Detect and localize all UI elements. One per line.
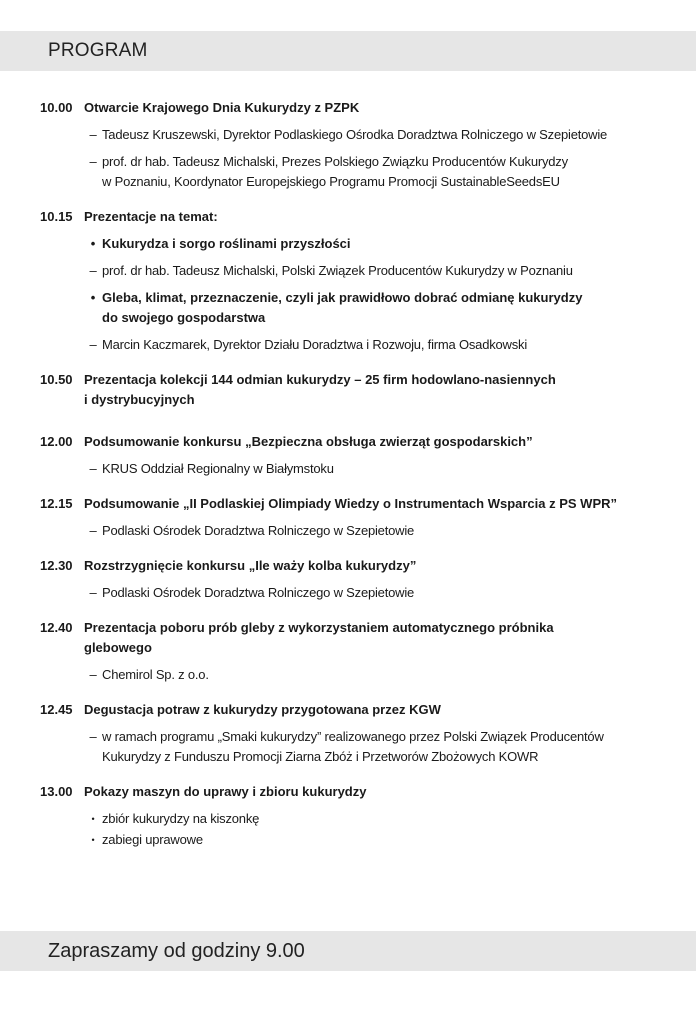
agenda-item-1050 [40,370,670,410]
agenda-item-1000 [40,98,670,192]
organizer-entry [40,459,670,479]
dash-icon: – [89,585,97,600]
organizer-text: Podlaski Ośrodek Doradztwa Rolniczego w Szepietowie [102,585,415,600]
item-title: Podsumowanie „II Podlaskiej Olimpiady Wiedzy o Instrumentach Wsparcia z PS WPR” [84,496,617,511]
topic-text: Gleba, klimat, przeznaczenie, czyli jak prawidłowo dobrać odmianę kukurydzy do swojego gospodarstwa [102,290,583,325]
item-title: Prezentacja poboru prób gleby z wykorzystaniem automatycznego próbnika glebowego [84,620,554,655]
program-header-band [0,31,696,71]
item-title: Podsumowanie konkursu „Bezpieczna obsługa zwierząt gospodarskich” [84,434,533,449]
item-title: Degustacja potraw z kukurydzy przygotowana przez KGW [84,702,441,717]
demo-text: zbiór kukurydzy na kiszonkę [102,811,260,826]
demo-text: zabiegi uprawowe [102,832,203,847]
agenda-item-1245 [40,700,670,767]
item-title: Pokazy maszyn do uprawy i zbioru kukurydzy [84,784,367,799]
agenda-list [40,98,670,865]
page-title: PROGRAM [48,40,148,61]
item-time: 12.40 [40,620,73,635]
dash-icon: – [89,461,97,476]
speaker-entry [40,261,670,281]
agenda-item-1200 [40,432,670,479]
dash-icon: – [89,263,97,278]
topic-entry [40,234,670,254]
bullet-icon: • [90,236,96,251]
organizer-entry [40,521,670,541]
dash-icon: – [89,729,97,744]
dash-icon: – [89,523,97,538]
item-time: 12.30 [40,558,73,573]
footer-band [0,931,696,971]
item-title: Otwarcie Krajowego Dnia Kukurydzy z PZPK [84,100,360,115]
organizer-text: Podlaski Ośrodek Doradztwa Rolniczego w Szepietowie [102,523,415,538]
dash-icon: – [89,667,97,682]
speaker-text: Tadeusz Kruszewski, Dyrektor Podlaskiego Ośrodka Doradztwa Rolniczego w Szepietowie [102,127,608,142]
item-time: 10.50 [40,372,73,387]
agenda-item-1215 [40,494,670,541]
speaker-text: Marcin Kaczmarek, Dyrektor Działu Doradztwa i Rozwoju, firma Osadkowski [102,337,528,352]
bullet-icon: • [90,290,96,305]
organizer-text: w ramach programu „Smaki kukurydzy” realizowanego przez Polski Związek Producentów Kukurydzy z Funduszu Promocji Ziarna Zbóż i Przetworów Zbożowych KOWR [102,729,604,764]
organizer-entry [40,583,670,603]
item-title: Rozstrzygnięcie konkursu „Ile waży kolba kukurydzy” [84,558,417,573]
item-time: 12.00 [40,434,73,449]
agenda-item-1015 [40,207,670,355]
topic-entry [40,288,670,328]
agenda-item-1230 [40,556,670,603]
speaker-entry [40,335,670,355]
item-time: 13.00 [40,784,73,799]
demo-entry [40,809,670,829]
item-title: Prezentacja kolekcji 144 odmian kukurydzy – 25 firm hodowlano-nasiennych i dystrybucyjnych [84,372,556,407]
item-title: Prezentacje na temat: [84,209,218,224]
bullet-icon: • [91,814,95,824]
item-time: 12.15 [40,496,73,511]
item-time: 10.15 [40,209,73,224]
organizer-entry [40,727,670,767]
organizer-text: Chemirol Sp. z o.o. [102,667,209,682]
bullet-icon: • [91,835,95,845]
speaker-entry [40,152,670,192]
organizer-entry [40,665,670,685]
speaker-text: prof. dr hab. Tadeusz Michalski, Polski Związek Producentów Kukurydzy w Poznaniu [102,263,573,278]
speaker-entry [40,125,670,145]
speaker-text: prof. dr hab. Tadeusz Michalski, Prezes Polskiego Związku Producentów Kukurydzy w Poznaniu, Koordynator Europejskiego Programu Promocji SustainableSeedsEU [102,154,568,189]
footer-text: Zapraszamy od godziny 9.00 [48,940,305,962]
agenda-item-1240 [40,618,670,685]
topic-text: Kukurydza i sorgo roślinami przyszłości [102,236,351,251]
organizer-text: KRUS Oddział Regionalny w Białymstoku [102,461,334,476]
demo-entry [40,830,670,850]
item-time: 12.45 [40,702,73,717]
agenda-item-1300 [40,782,670,850]
item-time: 10.00 [40,100,73,115]
dash-icon: – [89,154,97,169]
dash-icon: – [89,337,97,352]
dash-icon: – [89,127,97,142]
